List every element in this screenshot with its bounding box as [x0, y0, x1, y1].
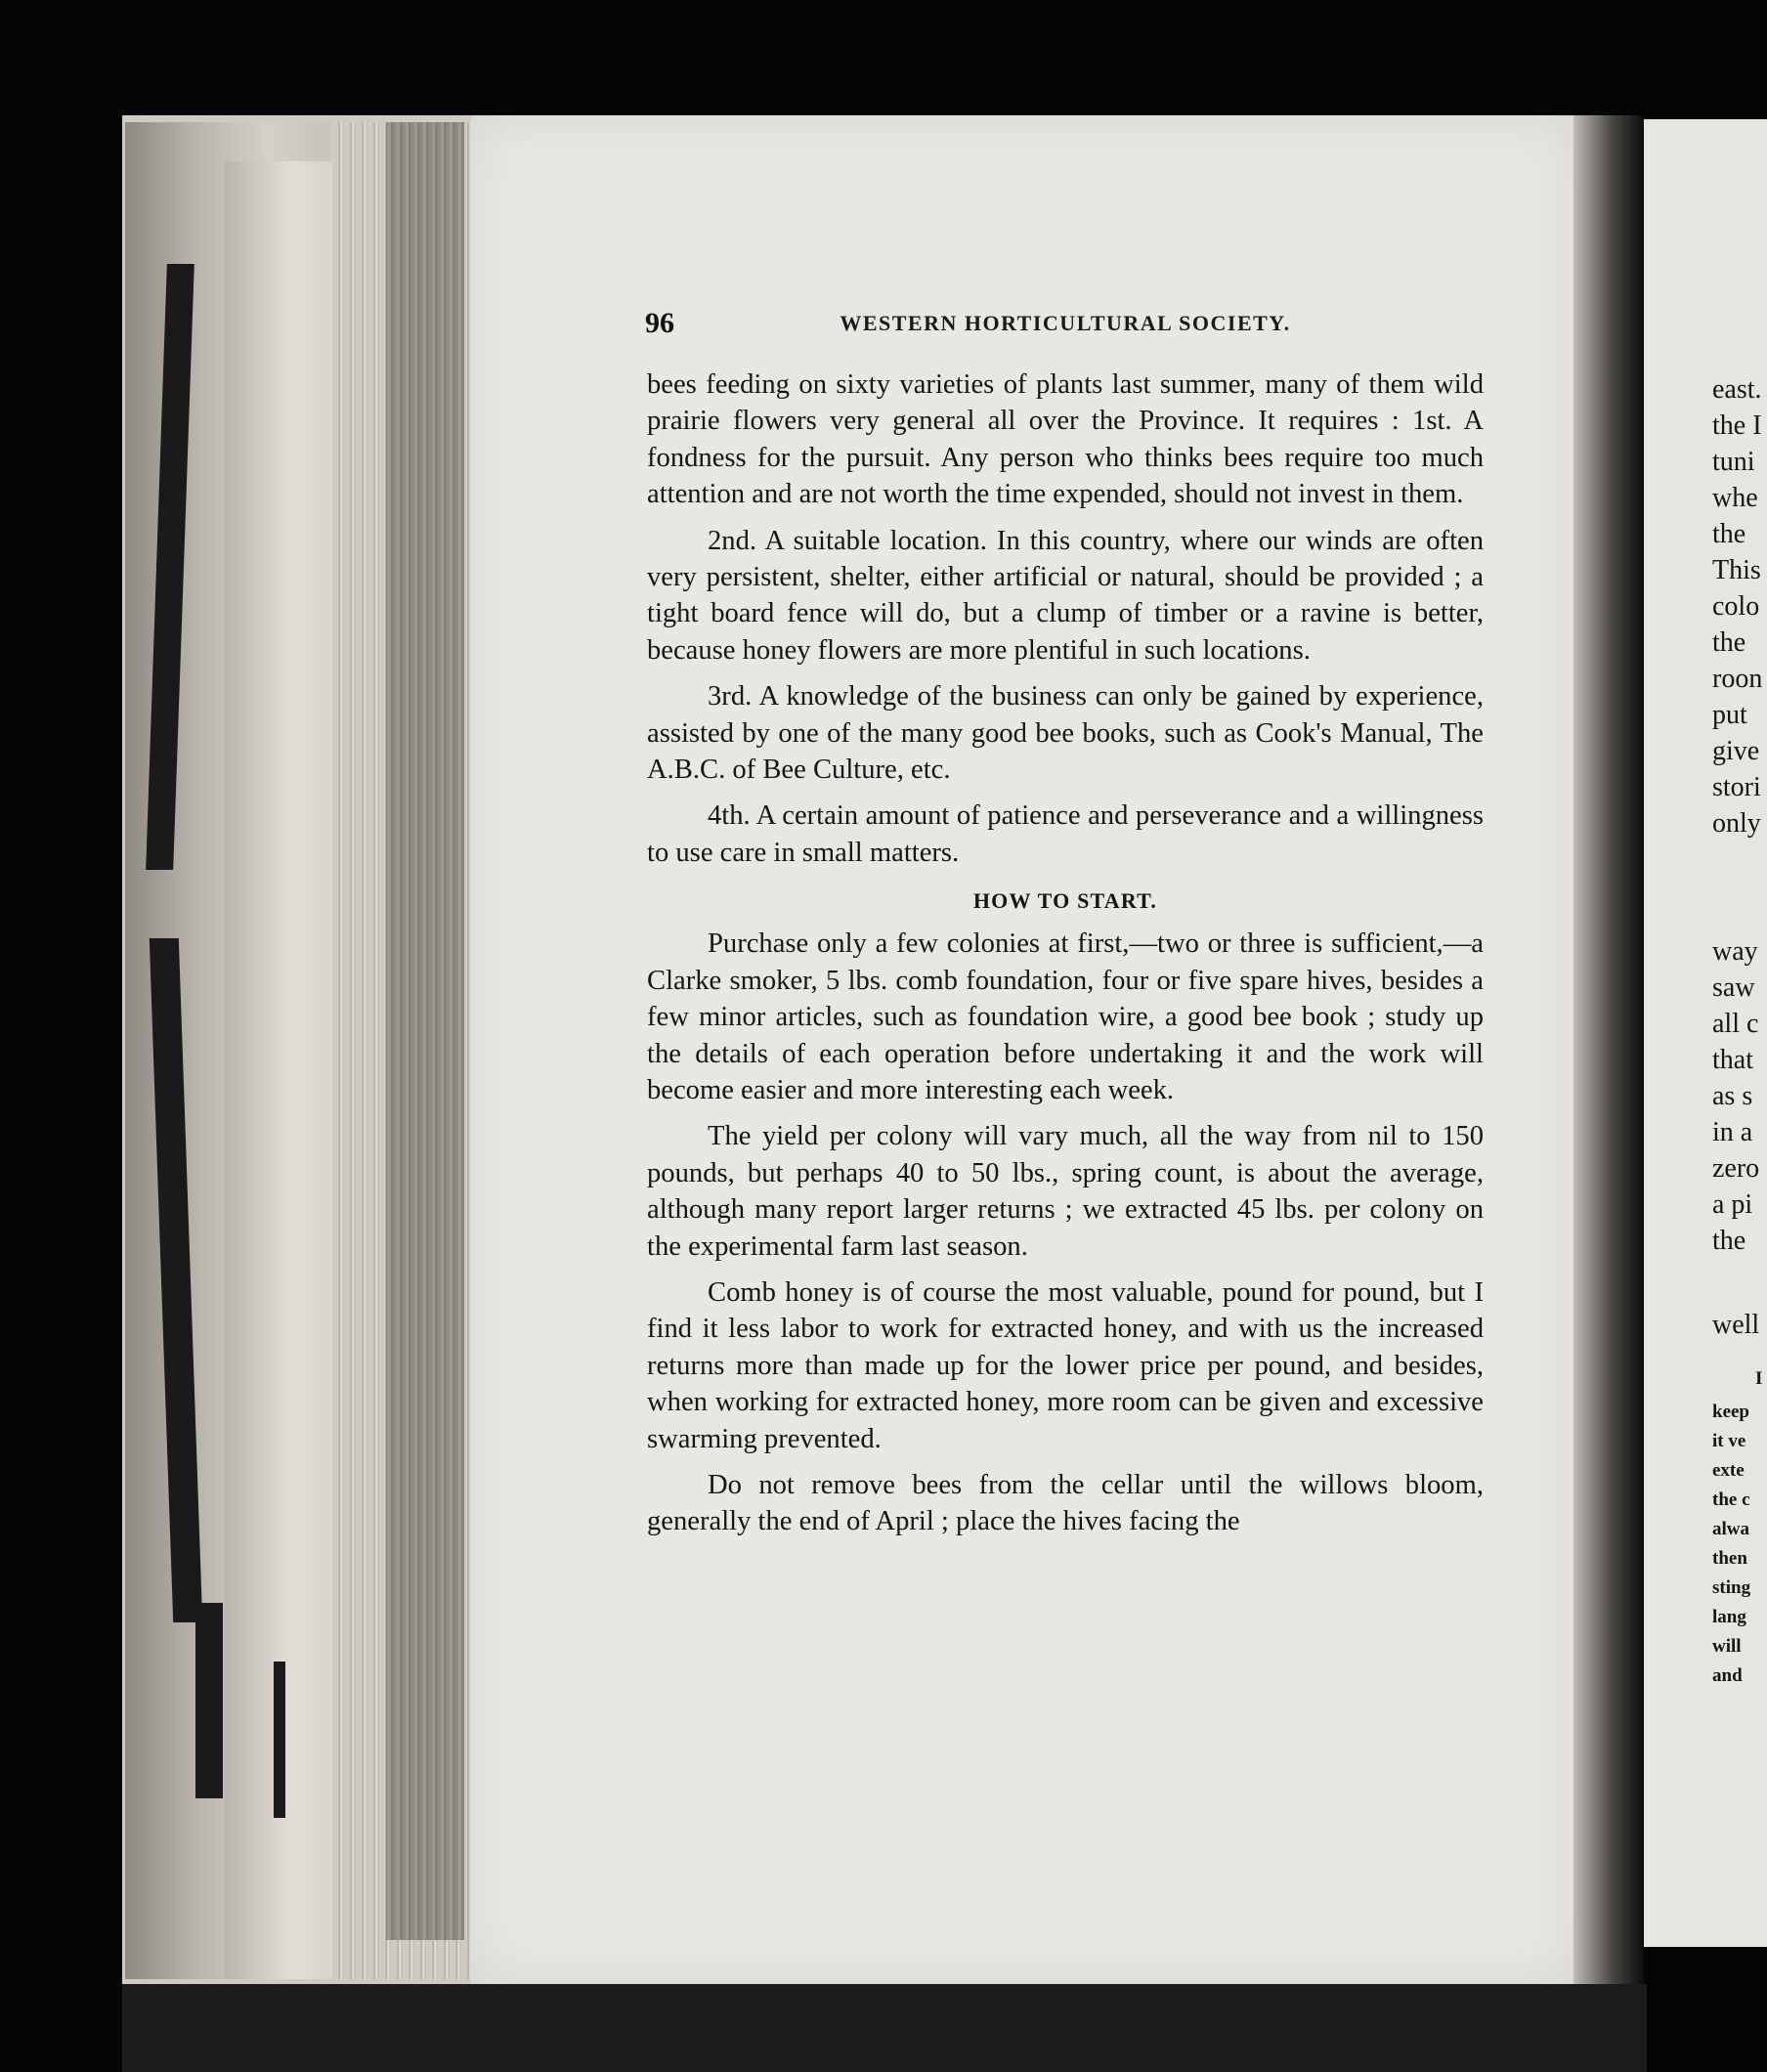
paragraph: Do not remove bees from the cellar until the willows bloom, generally the end of April ; place the hives facing the [647, 1469, 1484, 1537]
paragraph: 2nd. A suitable location. In this country, where our winds are often very persistent, shelter, either artificial or natural, should be provided ; a tight board fence will do, but a clump of timber or a ravine is better, because honey flowers are more plentiful in such locations. [647, 525, 1484, 666]
page-body [647, 367, 1484, 1540]
running-head: WESTERN HORTICULTURAL SOCIETY. [840, 311, 1291, 335]
facing-line: a pi [1712, 1189, 1753, 1220]
facing-line: well [1712, 1310, 1760, 1340]
facing-small-line: the c [1712, 1489, 1750, 1510]
facing-small-line: will [1712, 1636, 1742, 1657]
facing-line: tuni [1712, 447, 1755, 477]
page-number: 96 [645, 307, 674, 339]
torn-edge [274, 1662, 285, 1818]
facing-small-line: and [1712, 1665, 1743, 1686]
facing-small-line: lang [1712, 1607, 1746, 1627]
facing-small-line: keep [1712, 1402, 1749, 1422]
facing-line: east. [1712, 374, 1762, 405]
facing-line: the I [1712, 410, 1762, 441]
paragraph: The yield per colony will vary much, all the way from nil to 150 pounds, but perhaps 40 to 50 lbs., spring count, is about the average, although many report larger returns ; we extracted 45 lbs. per colony on the experimental farm last season. [647, 1121, 1484, 1262]
facing-small-line: then [1712, 1548, 1747, 1569]
book-gutter [1573, 115, 1644, 1984]
facing-line: that [1712, 1045, 1753, 1075]
facing-line: as s [1712, 1081, 1753, 1111]
paragraph: Purchase only a few colonies at first,—two or three is sufficient,—a Clarke smoker, 5 lbs. comb foundation, four or five spare hives, besides a few minor articles, such as foundation wire, a good bee book ; study up the details of each operation before undertaking it and the work will become easier and more interesting each week. [647, 928, 1484, 1105]
facing-line: zero [1712, 1153, 1760, 1184]
facing-line: This [1712, 555, 1761, 585]
facing-line: put [1712, 700, 1747, 730]
facing-line: stori [1712, 772, 1761, 802]
facing-line: only [1712, 808, 1761, 839]
facing-line: in a [1712, 1117, 1753, 1147]
facing-small-line: it ve [1712, 1431, 1746, 1451]
facing-line: saw [1712, 972, 1755, 1003]
facing-line: colo [1712, 591, 1760, 622]
paragraph: bees feeding on sixty varieties of plants last summer, many of them wild prairie flowers very general all over the Province. It requires : 1st. A fondness for the pursuit. Any person who thinks bees require too much attention and are not worth the time expended, should not invest in them. [647, 369, 1484, 510]
facing-line: all c [1712, 1009, 1759, 1039]
facing-line: way [1712, 936, 1758, 967]
facing-line: the [1712, 627, 1746, 658]
facing-small-line: I [1755, 1368, 1763, 1389]
facing-line: the [1712, 519, 1746, 549]
paragraph: Comb honey is of course the most valuable, pound for pound, but I find it less labor to work for extracted honey, and with us the increased returns more than made up for the lower price per pound, and besides, when working for extracted honey, more room can be given and excessive swarming prevented. [647, 1276, 1484, 1454]
paragraph: 3rd. A knowledge of the business can only be gained by experience, assisted by one of the many good bee books, such as Cook's Manual, The A.B.C. of Bee Culture, etc. [647, 681, 1484, 786]
facing-line: the [1712, 1226, 1746, 1256]
section-heading: HOW TO START. [972, 888, 1158, 914]
page-edges-shadow [386, 122, 464, 1940]
facing-line: whe [1712, 483, 1758, 513]
torn-edge [195, 1603, 223, 1798]
facing-line: roon [1712, 664, 1763, 694]
facing-small-line: alwa [1712, 1519, 1749, 1539]
scan-bottom-border [122, 1984, 1647, 2072]
facing-small-line: sting [1712, 1577, 1751, 1598]
paragraph: 4th. A certain amount of patience and perseverance and a willingness to use care in small matters. [647, 800, 1484, 868]
facing-small-line: exte [1712, 1460, 1745, 1481]
facing-line: give [1712, 736, 1760, 766]
